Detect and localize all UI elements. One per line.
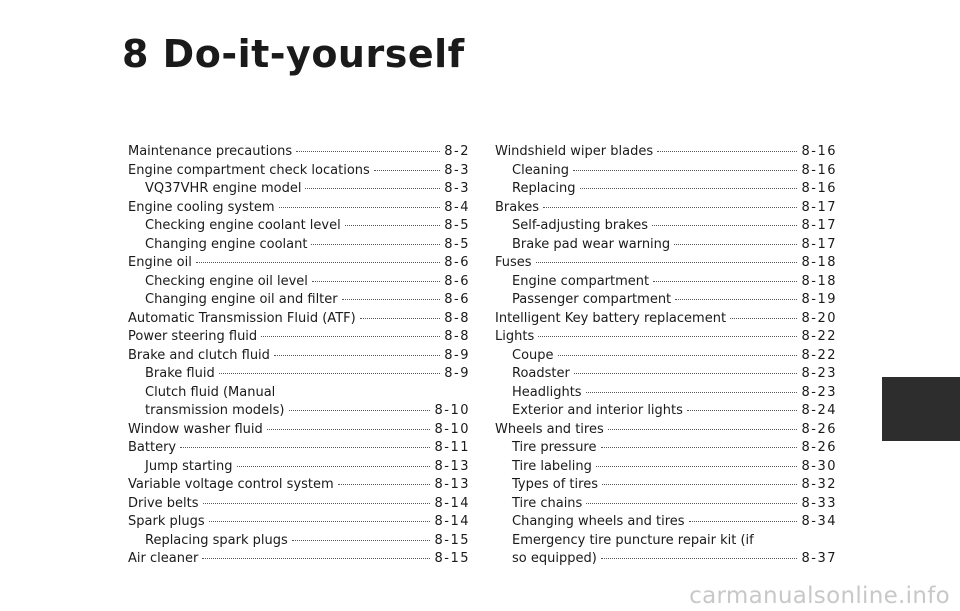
- toc-entry[interactable]: [128, 254, 470, 273]
- toc-entry[interactable]: [495, 476, 837, 495]
- toc-entry-label: Battery: [128, 440, 177, 455]
- toc-entry[interactable]: [495, 254, 837, 273]
- dot-leader: [687, 410, 798, 411]
- toc-entry-label: Variable voltage control system: [128, 477, 334, 492]
- toc-entry-label: Exterior and interior lights: [512, 403, 683, 418]
- toc-entry[interactable]: [128, 365, 470, 384]
- toc-entry-label: Coupe: [512, 347, 554, 363]
- toc-entry[interactable]: [128, 513, 470, 532]
- toc-entry-page: 8-9: [444, 347, 470, 363]
- dot-leader: [374, 170, 440, 171]
- toc-entry-label: Automatic Transmission Fluid (ATF): [128, 310, 356, 326]
- dot-leader: [573, 170, 797, 171]
- toc-entry-page: 8-16: [801, 144, 837, 159]
- toc-entry-label: Replacing spark plugs: [145, 532, 288, 548]
- toc-entry[interactable]: [495, 384, 837, 403]
- dot-leader: [652, 225, 797, 226]
- toc-entry-page: 8-19: [801, 292, 837, 307]
- toc-entry[interactable]: [495, 439, 837, 458]
- toc-entry-page: 8-10: [434, 403, 470, 418]
- toc-right-column: [495, 143, 837, 569]
- toc-entry-page: 8-16: [801, 162, 837, 178]
- toc-entry-page: 8-23: [801, 384, 837, 400]
- toc-entry[interactable]: [128, 217, 470, 236]
- toc-entry-label-line: [495, 532, 837, 551]
- dot-leader: [202, 558, 430, 559]
- toc-entry-label: Tire labeling: [512, 458, 592, 474]
- dot-leader: [305, 188, 440, 189]
- toc-entry-label: Wheels and tires: [495, 421, 604, 437]
- toc-entry-label: Window washer fluid: [128, 421, 263, 437]
- toc-entry-label: Brake pad wear warning: [512, 236, 671, 252]
- toc-entry[interactable]: [495, 513, 837, 532]
- toc-entry[interactable]: [128, 310, 470, 329]
- toc-entry[interactable]: [128, 439, 470, 458]
- toc-entry-page: 8-8: [444, 329, 470, 344]
- dot-leader: [580, 188, 798, 189]
- dot-leader: [261, 336, 440, 337]
- dot-leader: [657, 151, 797, 152]
- toc-entry-label: Passenger compartment: [512, 292, 672, 307]
- toc-entry[interactable]: [128, 199, 470, 218]
- toc-entry-label: Roadster: [512, 366, 570, 381]
- toc-entry[interactable]: [128, 328, 470, 347]
- toc-left-column: [128, 143, 470, 569]
- toc-entry-page: 8-24: [801, 403, 837, 418]
- toc-entry[interactable]: [495, 180, 837, 199]
- toc-entry-label: Changing engine coolant: [145, 236, 308, 252]
- chapter-edge-tab: [882, 377, 960, 441]
- dot-leader: [237, 466, 431, 467]
- toc-entry-page: 8-3: [444, 162, 470, 178]
- toc-entry-page: 8-10: [434, 421, 470, 437]
- toc-entry[interactable]: [128, 421, 470, 440]
- dot-leader: [312, 281, 440, 282]
- toc-entry-label: Intelligent Key battery replacement: [495, 310, 727, 326]
- toc-entry-page: 8-4: [444, 199, 470, 215]
- toc-entry[interactable]: [495, 310, 837, 329]
- toc-entry-page: 8-5: [444, 236, 470, 252]
- dot-leader: [203, 503, 431, 504]
- toc-entry-label: Fuses: [495, 255, 532, 270]
- toc-entry-label: Tire pressure: [512, 440, 597, 455]
- toc-entry-page: 8-2: [444, 144, 470, 159]
- dot-leader: [180, 447, 430, 448]
- toc-entry-page: 8-30: [801, 458, 837, 474]
- dot-leader: [601, 447, 798, 448]
- toc-entry-page: 8-37: [801, 551, 837, 566]
- toc-entry-page: 8-8: [444, 310, 470, 326]
- toc-entry[interactable]: [495, 421, 837, 440]
- toc-entry[interactable]: [128, 162, 470, 181]
- toc-entry[interactable]: [495, 162, 837, 181]
- dot-leader: [311, 244, 440, 245]
- toc-entry-label: Brake fluid: [145, 366, 215, 381]
- dot-leader: [602, 484, 798, 485]
- toc-entry-page: 8-23: [801, 366, 837, 381]
- toc-entry-page: 8-34: [801, 514, 837, 529]
- toc-entry-label: Engine oil: [128, 255, 192, 270]
- toc-entry-label: Headlights: [512, 384, 582, 400]
- dot-leader: [196, 262, 440, 263]
- toc-entry[interactable]: [128, 236, 470, 255]
- watermark-text: carmanualsonline.info: [689, 583, 950, 609]
- dot-leader: [342, 299, 441, 300]
- dot-leader: [608, 429, 798, 430]
- toc-entry-label-line: [128, 384, 470, 403]
- dot-leader: [674, 244, 797, 245]
- toc-entry[interactable]: [495, 291, 837, 310]
- toc-entry-page: 8-11: [434, 440, 470, 455]
- toc-entry-label: Self-adjusting brakes: [512, 218, 648, 233]
- dot-leader: [574, 373, 798, 374]
- toc-entry[interactable]: [128, 532, 470, 551]
- toc-entry-page: 8-5: [444, 218, 470, 233]
- toc-entry[interactable]: [128, 347, 470, 366]
- chapter-title: 8 Do-it-yourself: [122, 32, 465, 76]
- toc-entry-label: Changing engine oil and filter: [145, 292, 338, 307]
- dot-leader: [274, 355, 440, 356]
- toc-entry[interactable]: [495, 328, 837, 347]
- dot-leader: [653, 281, 797, 282]
- toc-entry[interactable]: [495, 347, 837, 366]
- toc-entry-page: 8-33: [801, 495, 837, 511]
- toc-entry[interactable]: [495, 495, 837, 514]
- dot-leader: [209, 521, 431, 522]
- toc-entry[interactable]: [495, 365, 837, 384]
- toc-entry-page: 8-14: [434, 495, 470, 511]
- dot-leader: [345, 225, 441, 226]
- toc-entry-page: 8-26: [801, 440, 837, 455]
- toc-entry-label: Engine cooling system: [128, 199, 275, 215]
- toc-entry-page: 8-17: [801, 236, 837, 252]
- toc-entry-page: 8-26: [801, 421, 837, 437]
- toc-entry[interactable]: [128, 476, 470, 495]
- dot-leader: [675, 299, 797, 300]
- dot-leader: [538, 336, 797, 337]
- toc-entry-label: Drive belts: [128, 495, 199, 511]
- toc-entry[interactable]: [128, 180, 470, 199]
- dot-leader: [292, 540, 431, 541]
- toc-entry-page: 8-20: [801, 310, 837, 326]
- toc-entry-page: 8-14: [434, 514, 470, 529]
- toc-entry[interactable]: [495, 143, 837, 162]
- toc-entry-label: Power steering fluid: [128, 329, 258, 344]
- toc-entry-page: 8-3: [444, 181, 470, 196]
- toc-entry-label: Clutch fluid (Manual: [145, 384, 276, 400]
- toc-entry-label: so equipped): [512, 551, 597, 566]
- toc-entry-page: 8-9: [444, 366, 470, 381]
- toc-entry-label: VQ37VHR engine model: [145, 181, 302, 196]
- toc-entry-label: Types of tires: [512, 477, 598, 492]
- dot-leader: [279, 207, 441, 208]
- dot-leader: [558, 355, 798, 356]
- toc-entry-label: Brake and clutch fluid: [128, 347, 270, 363]
- toc-entry-page: 8-6: [444, 255, 470, 270]
- toc-entry-page: 8-15: [434, 551, 470, 566]
- toc-entry-page: 8-17: [801, 199, 837, 215]
- toc-entry-label: Lights: [495, 329, 535, 344]
- toc-entry[interactable]: [495, 199, 837, 218]
- toc-entry-label: Changing wheels and tires: [512, 514, 685, 529]
- toc-entry[interactable]: [495, 217, 837, 236]
- toc-entry-label: Air cleaner: [128, 551, 199, 566]
- toc-entry[interactable]: [495, 273, 837, 292]
- toc-entry-page: 8-18: [801, 255, 837, 270]
- dot-leader: [586, 503, 797, 504]
- dot-leader: [338, 484, 431, 485]
- dot-leader: [267, 429, 431, 430]
- dot-leader: [586, 392, 798, 393]
- toc-entry[interactable]: [128, 458, 470, 477]
- toc-entry[interactable]: [495, 402, 837, 421]
- toc-entry[interactable]: [495, 550, 837, 569]
- toc-entry[interactable]: [128, 291, 470, 310]
- toc-entry-label: Cleaning: [512, 162, 569, 178]
- toc-entry-label: Checking engine coolant level: [145, 218, 341, 233]
- toc-entry-label: Engine compartment check locations: [128, 162, 370, 178]
- toc-entry-label: Jump starting: [145, 458, 233, 474]
- toc-entry-label: Replacing: [512, 181, 576, 196]
- dot-leader: [596, 466, 798, 467]
- toc-entry-page: 8-22: [801, 329, 837, 344]
- toc-entry-page: 8-6: [444, 292, 470, 307]
- toc-entry-label: Engine compartment: [512, 273, 650, 289]
- toc-entry-page: 8-22: [801, 347, 837, 363]
- toc-entry-page: 8-15: [434, 532, 470, 548]
- dot-leader: [536, 262, 798, 263]
- toc-entry[interactable]: [128, 495, 470, 514]
- toc-entry-label: Brakes: [495, 199, 540, 215]
- toc-entry-page: 8-13: [434, 458, 470, 474]
- dot-leader: [296, 151, 440, 152]
- toc-entry-label: Tire chains: [512, 495, 583, 511]
- toc-entry[interactable]: [128, 550, 470, 569]
- dot-leader: [601, 558, 798, 559]
- toc-entry-label: Checking engine oil level: [145, 273, 308, 289]
- toc-entry[interactable]: [495, 458, 837, 477]
- toc-entry-label: Emergency tire puncture repair kit (if: [512, 532, 754, 548]
- toc-entry[interactable]: [495, 236, 837, 255]
- toc-entry-page: 8-32: [801, 477, 837, 492]
- toc-entry-label: Windshield wiper blades: [495, 144, 654, 159]
- toc-entry-label: Spark plugs: [128, 514, 205, 529]
- toc-entry-page: 8-13: [434, 477, 470, 492]
- dot-leader: [730, 318, 797, 319]
- dot-leader: [543, 207, 797, 208]
- toc-entry[interactable]: [128, 273, 470, 292]
- dot-leader: [219, 373, 441, 374]
- toc-entry-page: 8-16: [801, 181, 837, 196]
- toc-entry-page: 8-17: [801, 218, 837, 233]
- dot-leader: [360, 318, 441, 319]
- toc-entry[interactable]: [128, 143, 470, 162]
- toc-entry-page: 8-6: [444, 273, 470, 289]
- toc-entry[interactable]: [128, 402, 470, 421]
- toc-entry-label: Maintenance precautions: [128, 144, 293, 159]
- toc-entry-page: 8-18: [801, 273, 837, 289]
- toc-entry-label: transmission models): [145, 403, 285, 418]
- dot-leader: [689, 521, 798, 522]
- dot-leader: [289, 410, 431, 411]
